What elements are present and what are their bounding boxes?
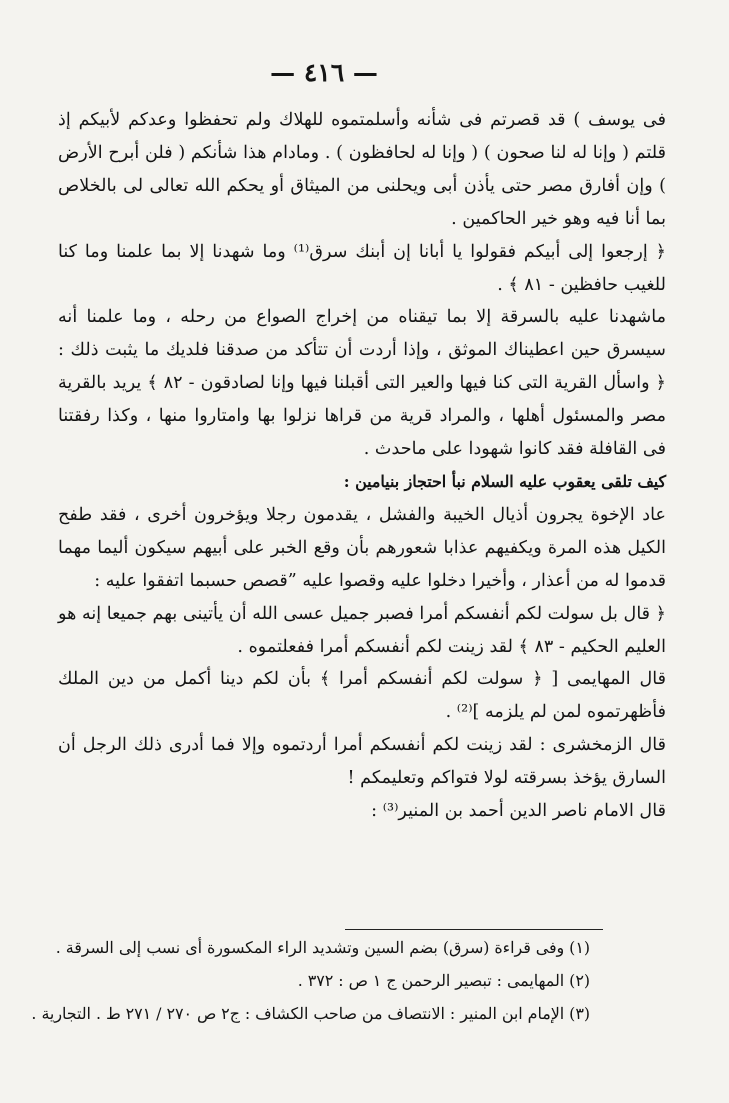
quran-verse-81: ﴿ إرجعوا إلى أبيكم فقولوا يا أبانا إن أبنك سرق⁽¹⁾ وما شهدنا إلا بما علمنا وما كنا للغيب حافظين - ٨١ ﴾ . <box>58 241 666 295</box>
page-number: — ٤١٦ — <box>270 58 378 87</box>
section-heading: كيف تلقى يعقوب عليه السلام نبأ احتجاز بنيامين : <box>343 471 666 491</box>
footnote-2: (٢) المهايمى : تبصير الرحمن ج ١ ص : ٣٧٢ . <box>297 970 590 990</box>
paragraph: قال الزمخشرى : لقد زينت لكم أنفسكم أمرا أردتموه وإلا فما أدرى ذلك الرجل أن السارق يؤخذ بسرقته لولا فتواكم وتعليمكم ! <box>58 735 666 789</box>
footnotes <box>31 932 590 1030</box>
quran-verse-83: ﴿ قال بل سولت لكم أنفسكم أمرا فصبر جميل عسى الله أن يأتينى بهم جميعا إنه هو العليم الحكيم - ٨٣ ﴾ لقد زينت لكم أنفسكم أمرا ففعلتموه . <box>57 603 666 657</box>
paragraph: فى يوسف ) قد قصرتم فى شأنه وأسلمتموه للهلاك ولم تحفظوا وعدكم لأبيكم إذ قلتم ( وإنا له لنا صحون ) ( وإنا له لحافظون ) . ومادام هذا شأنكم ( فلن أبرح الأرض ) وإن أفارق مصر حتى يأذن أبى ويحلنى من الميثاق أو يحكم الله تعالى لى بالخلاص بما أنا فيه وهو خير الحاكمين . <box>58 110 666 229</box>
paragraph: عاد الإخوة يجرون أذيال الخيبة والفشل ، يقدمون رجلا ويؤخرون أخرى ، فقد طفح الكيل هذه المرة ويكفيهم عذابا شعورهم بأن وقع الخبر على أبيهم سيكون أليما مهما قدموا له من أعذار ، وأخيرا دخلوا عليه وقصوا عليه ”قصص حسبما اتفقوا عليه : <box>58 504 666 591</box>
footnote-3: (٣) الإمام ابن المنير : الانتصاف من صاحب الكشاف : ج٢ ص ٢٧٠ / ٢٧١ ط . التجارية . <box>31 1003 590 1023</box>
footnote-separator <box>345 929 603 930</box>
main-text <box>58 104 666 828</box>
footnote-1: (١) وفى قراءة (سرق) بضم السين وتشديد الراء المكسورة أى نسب إلى السرقة . <box>55 938 590 957</box>
paragraph: قال المهايمى [ ﴿ سولت لكم أنفسكم أمرا ﴾ بأن لكم دينا أكمل من دين الملك فأظهرتموه لمن لم يلزمه ]⁽²⁾ . <box>58 669 666 723</box>
paragraph: قال الامام ناصر الدين أحمد بن المنير⁽³⁾ : <box>371 801 666 822</box>
paragraph: ماشهدنا عليه بالسرقة إلا بما تيقناه من إخراج الصواع من رحله ، وما علمنا أنه سيسرق حين اعطيناك الموثق ، وإذا أردت أن تتأكد من صدقنا فلديك ما يثبت ذلك : ﴿ واسأل القرية التى كنا فيها والعير التى أقبلنا فيها وإنا لصادقون - ٨٢ ﴾ يريد بالقرية مصر والمسئول أهلها ، والمراد قرية من قراها نزلوا بها وامتاروا منها ، وكذا رفقتنا فى القافلة فقد كانوا شهودا على ماحدث . <box>58 307 666 460</box>
